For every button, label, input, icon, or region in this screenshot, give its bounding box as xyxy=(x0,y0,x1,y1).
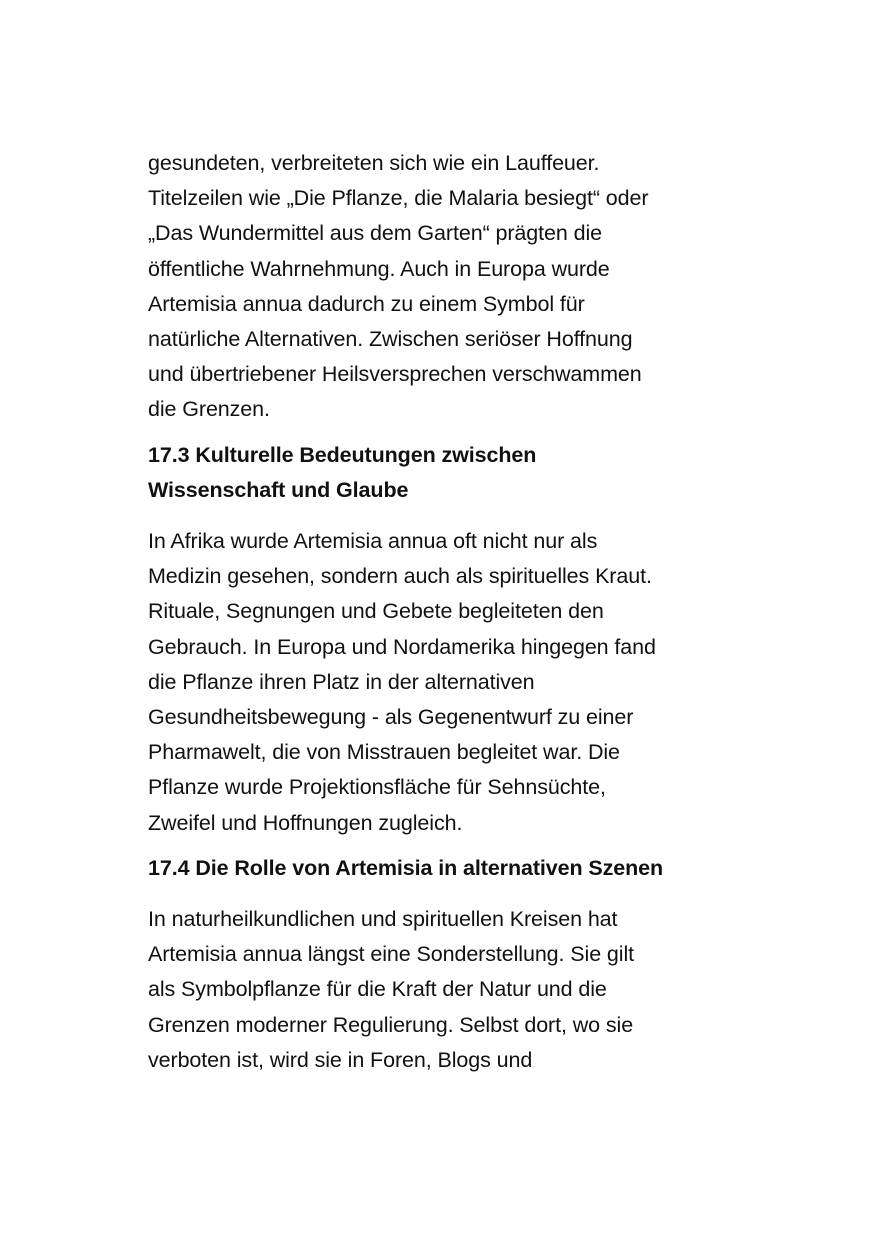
intro-paragraph xyxy=(148,146,738,428)
paragraph-line: Gebrauch. In Europa und Nordamerika hingegen fand xyxy=(148,634,656,659)
paragraph-line: „Das Wundermittel aus dem Garten“ prägten die xyxy=(148,221,602,246)
section-heading-17-4 xyxy=(148,851,738,886)
paragraph-line: Artemisia annua dadurch zu einem Symbol für xyxy=(148,291,585,316)
paragraph-line: Titelzeilen wie „Die Pflanze, die Malaria besiegt“ oder xyxy=(148,186,649,211)
paragraph-line: die Grenzen. xyxy=(148,397,270,422)
paragraph-line: und übertriebener Heilsversprechen verschwammen xyxy=(148,362,642,387)
paragraph-line: Artemisia annua längst eine Sonderstellung. Sie gilt xyxy=(148,942,635,967)
paragraph-line: Grenzen moderner Regulierung. Selbst dort, wo sie xyxy=(148,1012,634,1037)
heading-line: 17.3 Kulturelle Bedeutungen zwischen xyxy=(148,442,537,467)
paragraph-line: die Pflanze ihren Platz in der alternativen xyxy=(148,669,535,694)
paragraph-line: natürliche Alternativen. Zwischen seriöser Hoffnung xyxy=(148,327,633,352)
paragraph-line: gesundeten, verbreiteten sich wie ein Lauffeuer. xyxy=(148,151,600,175)
document-page xyxy=(148,146,738,1078)
heading-line: Wissenschaft und Glaube xyxy=(148,477,409,502)
paragraph-line: Zweifel und Hoffnungen zugleich. xyxy=(148,810,463,835)
paragraph-line: In Afrika wurde Artemisia annua oft nicht nur als xyxy=(148,529,598,554)
paragraph-line: verboten ist, wird sie in Foren, Blogs und xyxy=(148,1047,533,1072)
section-17-4-paragraph xyxy=(148,902,738,1078)
paragraph-line: als Symbolpflanze für die Kraft der Natur und die xyxy=(148,977,607,1002)
paragraph-line: In naturheilkundlichen und spirituellen Kreisen hat xyxy=(148,907,618,932)
paragraph-line: Pharmawelt, die von Misstrauen begleitet war. Die xyxy=(148,740,620,765)
section-heading-17-3 xyxy=(148,438,738,508)
section-17-3-paragraph xyxy=(148,524,738,841)
paragraph-line: Rituale, Segnungen und Gebete begleiteten den xyxy=(148,599,604,624)
paragraph-line: öffentliche Wahrnehmung. Auch in Europa wurde xyxy=(148,256,610,281)
paragraph-line: Medizin gesehen, sondern auch als spirituelles Kraut. xyxy=(148,564,652,589)
paragraph-line: Pflanze wurde Projektionsfläche für Sehnsüchte, xyxy=(148,775,606,800)
heading-line: 17.4 Die Rolle von Artemisia in alternativen Szenen xyxy=(148,855,664,880)
paragraph-line: Gesundheitsbewegung - als Gegenentwurf zu einer xyxy=(148,705,634,730)
